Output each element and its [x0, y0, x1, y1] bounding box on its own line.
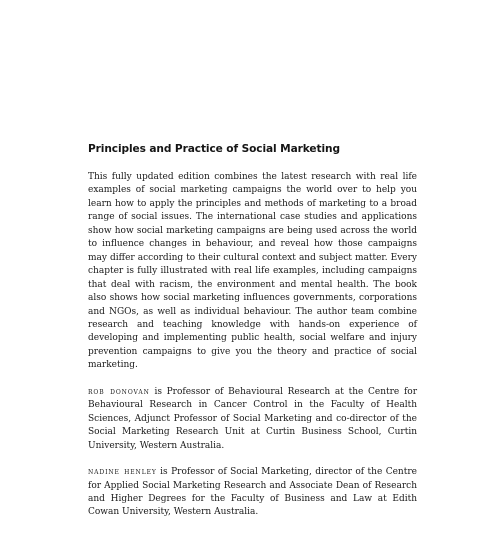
- book-description: This fully updated edition combines the latest research with real life examples of social marketing campaigns the world over to help you learn how to apply the principles and methods of marketing to a broad range of social issues. The international case studies and applications show how social marketing campaigns are being used across the world to influence changes in behaviour, and reveal how those campaigns may differ according to their cultural context and subject matter. Every chapter is fully illustrated with real life examples, including campaigns that deal with racism, the environment and mental health. The book also shows how social marketing influences governments, corporations and NGOs, as well as individual behaviour. The author team combine research and teaching knowledge with hands-on experience of developing and implementing public health, social welfare and injury prevention campaigns to give you the theory and practice of social marketing.: [88, 172, 417, 371]
- blurb-section: [88, 143, 417, 533]
- author-bio-nadine-henley: [88, 466, 417, 520]
- author-name: rob donovan: [88, 386, 150, 397]
- author-name: nadine henley: [88, 467, 157, 478]
- author-bio-text: is Professor of Social Marketing, director of the Centre for Applied Social Marketing Research and Associate Dean of Research and Higher Degrees for the Faculty of Business and Law at Edith Cowan University, Western Australia.: [88, 467, 417, 518]
- book-title: Principles and Practice of Social Marketing: [88, 143, 340, 155]
- author-bio-text: is Professor of Behavioural Research at the Centre for Behavioural Research in Cancer Control in the Faculty of Health Sciences, Adjunct Professor of Social Marketing and co-director of the Social Marketing Research Unit at Curtin Business School, Curtin University, Western Australia.: [88, 386, 417, 451]
- author-bio-rob-donovan: [88, 386, 417, 453]
